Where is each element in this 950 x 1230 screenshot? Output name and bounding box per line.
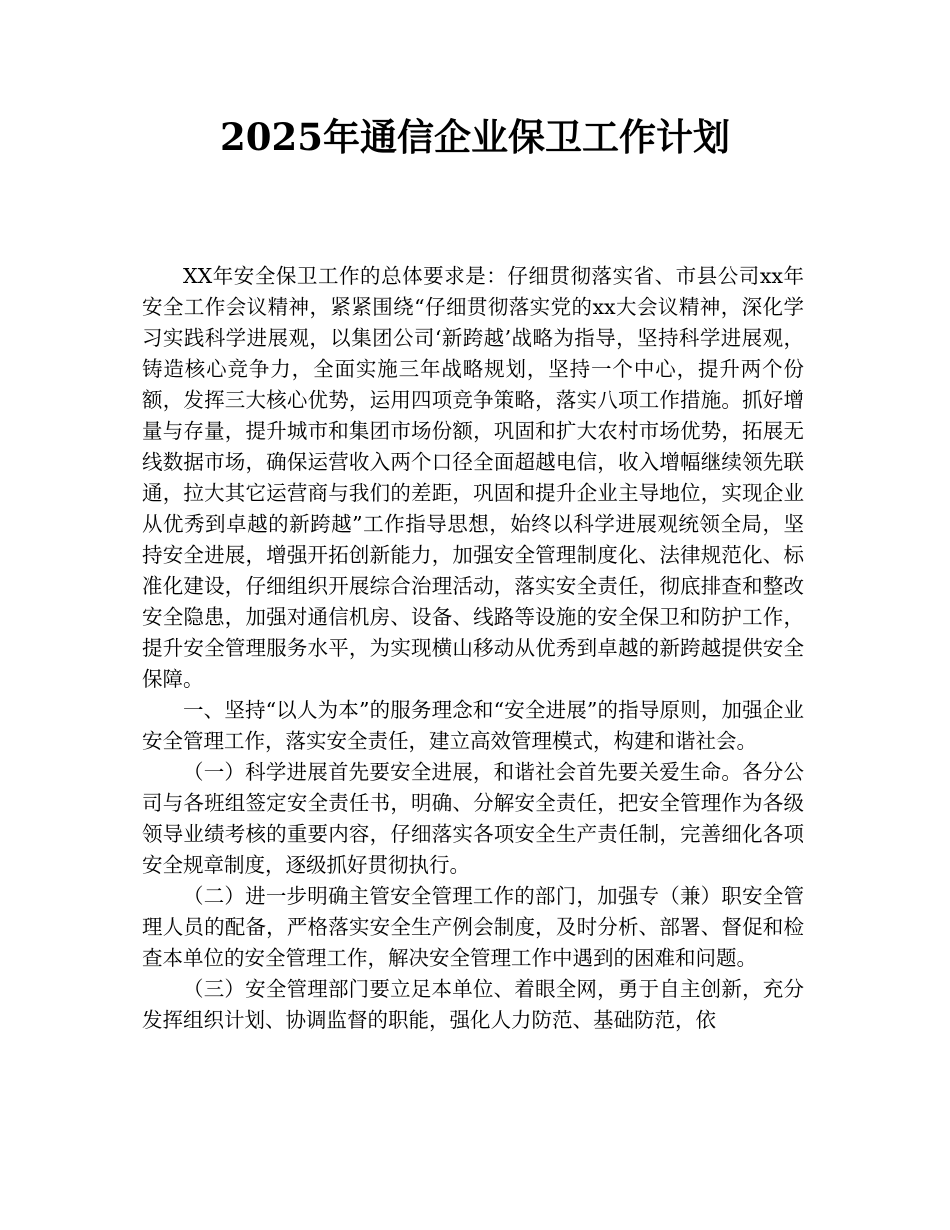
paragraph-intro: XX年安全保卫工作的总体要求是：仔细贯彻落实省、市县公司xx年安全工作会议精神，紧紧围绕“仔细贯彻落实党的xx大会议精神，深化学习实践科学进展观，以集团公司‘新跨越’战略为指导，坚持科学进展观，铸造核心竞争力，全面实施三年战略规划，坚持一个中心，提升两个份额，发挥三大核心优势，运用四项竞争策略，落实八项工作措施。抓好增量与存量，提升城市和集团市场份额，巩固和扩大农村市场优势，拓展无线数据市场，确保运营收入两个口径全面超越电信，收入增幅继续领先联通，拉大其它运营商与我们的差距，巩固和提升企业主导地位，实现企业从优秀到卓越的新跨越”工作指导思想，始终以科学进展观统领全局，坚持安全进展，增强开拓创新能力，加强安全管理制度化、法律规范化、标准化建设，仔细组织开展综合治理活动，落实安全责任，彻底排查和整改安全隐患，加强对通信机房、设备、线路等设施的安全保卫和防护工作，提升安全管理服务水平，为实现横山移动从优秀到卓越的新跨越提供安全保障。: [142, 264, 804, 691]
paragraph-item-3: （三）安全管理部门要立足本单位、着眼全网，勇于自主创新，充分发挥组织计划、协调监督的职能，强化人力防范、基础防范，依: [142, 977, 804, 1032]
paragraph-section-1: 一、坚持“以人为本”的服务理念和“安全进展”的指导原则，加强企业安全管理工作，落实安全责任，建立高效管理模式，构建和谐社会。: [142, 698, 804, 753]
document-title: 2025年通信企业保卫工作计划: [220, 115, 730, 159]
paragraph-item-2: （二）进一步明确主管安全管理工作的部门，加强专（兼）职安全管理人员的配备，严格落实安全生产例会制度，及时分析、部署、督促和检查本单位的安全管理工作，解决安全管理工作中遇到的困难和问题。: [142, 884, 804, 970]
document-body: [142, 261, 804, 1036]
paragraph-item-1: （一）科学进展首先要安全进展，和谐社会首先要关爱生命。各分公司与各班组签定安全责任书，明确、分解安全责任，把安全管理作为各级领导业绩考核的重要内容，仔细落实各项安全生产责任制，完善细化各项安全规章制度，逐级抓好贯彻执行。: [142, 760, 804, 877]
